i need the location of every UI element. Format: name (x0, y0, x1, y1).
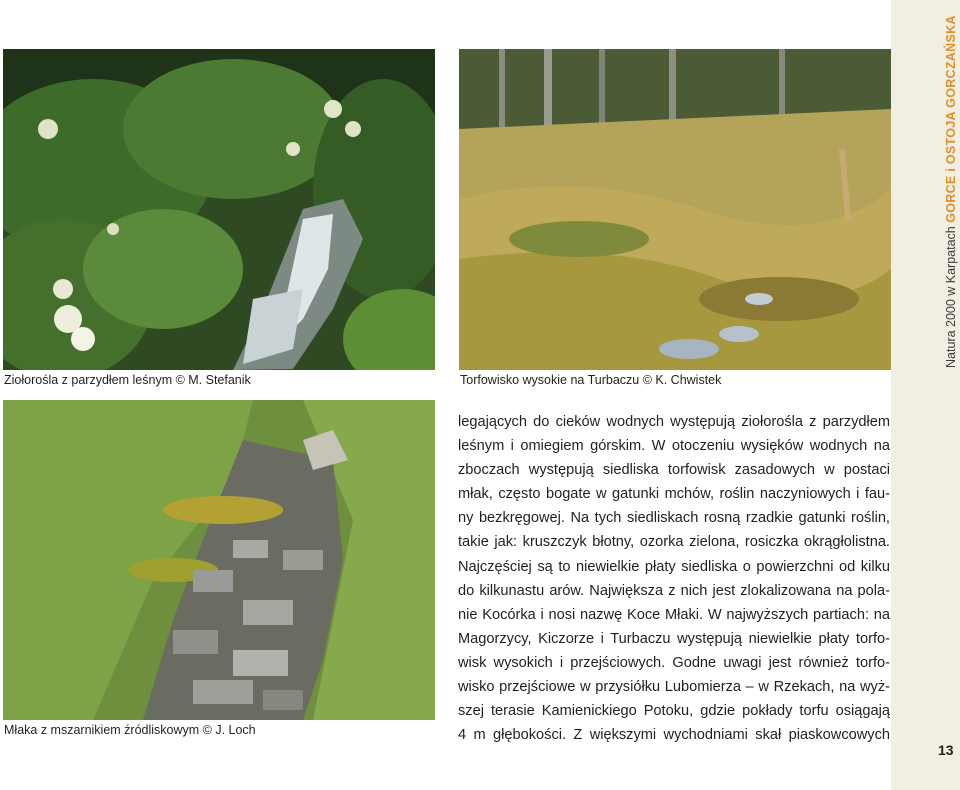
body-line: nie Kocórka i nosi nazwę Koce Młaki. W najwyższych partiach: na (458, 606, 890, 623)
body-line: Najczęściej są to niewielkie płaty siedliska o powierzchni od kilku (458, 558, 890, 575)
running-header (944, 15, 958, 368)
running-header-prefix: Natura 2000 w Karpatach (944, 222, 958, 368)
body-line: młak, często bogate w gatunki mchów, roślin naczyniowych i fau- (458, 486, 890, 503)
running-header-title: GORCE i OSTOJA GORCZAŃSKA (944, 15, 958, 223)
body-text (458, 410, 890, 747)
body-line: leśnym i omiegiem górskim. W otoczeniu wysięków wodnych na (458, 438, 890, 455)
photo-spring-fen (3, 400, 435, 720)
body-line: wisko przejściowe w przysiółku Lubomierza – w Rzekach, na wyż- (458, 679, 890, 696)
body-line: Magorzycy, Kiczorze i Turbaczu występują niewielkie płaty torfo- (458, 630, 890, 647)
body-line: takie jak: kruszczyk błotny, ozorka zielona, rosiczka okrągłolistna. (458, 534, 890, 551)
body-line: legających do cieków wodnych występują ziołorośla z parzydłem (458, 414, 890, 430)
photo-herb-community-stream (3, 49, 435, 370)
body-line: ny bezkręgowej. Na tych siedliskach rosną rzadkie gatunki roślin, (458, 510, 890, 527)
photo-raised-bog (459, 49, 891, 370)
body-line: do kilkunastu arów. Największa z nich jest zlokalizowana na pola- (458, 582, 890, 599)
photo-caption: Młaka z mszarnikiem źródliskowym © J. Loch (4, 723, 256, 737)
body-line: szej terasie Kamienickiego Potoku, gdzie pokłady torfu osiągają (458, 703, 890, 720)
body-line: 4 m głębokości. Z większymi wychodniami skał piaskowcowych (458, 727, 890, 744)
body-line: zboczach występują siedliska torfowisk zasadowych w postaci (458, 462, 890, 479)
photo-caption: Ziołorośla z parzydłem leśnym © M. Stefanik (4, 373, 251, 387)
photo-caption: Torfowisko wysokie na Turbaczu © K. Chwistek (460, 373, 722, 387)
page-number: 13 (938, 742, 954, 758)
body-line: wisk wysokich i przejściowych. Godne uwagi jest również torfo- (458, 654, 890, 671)
